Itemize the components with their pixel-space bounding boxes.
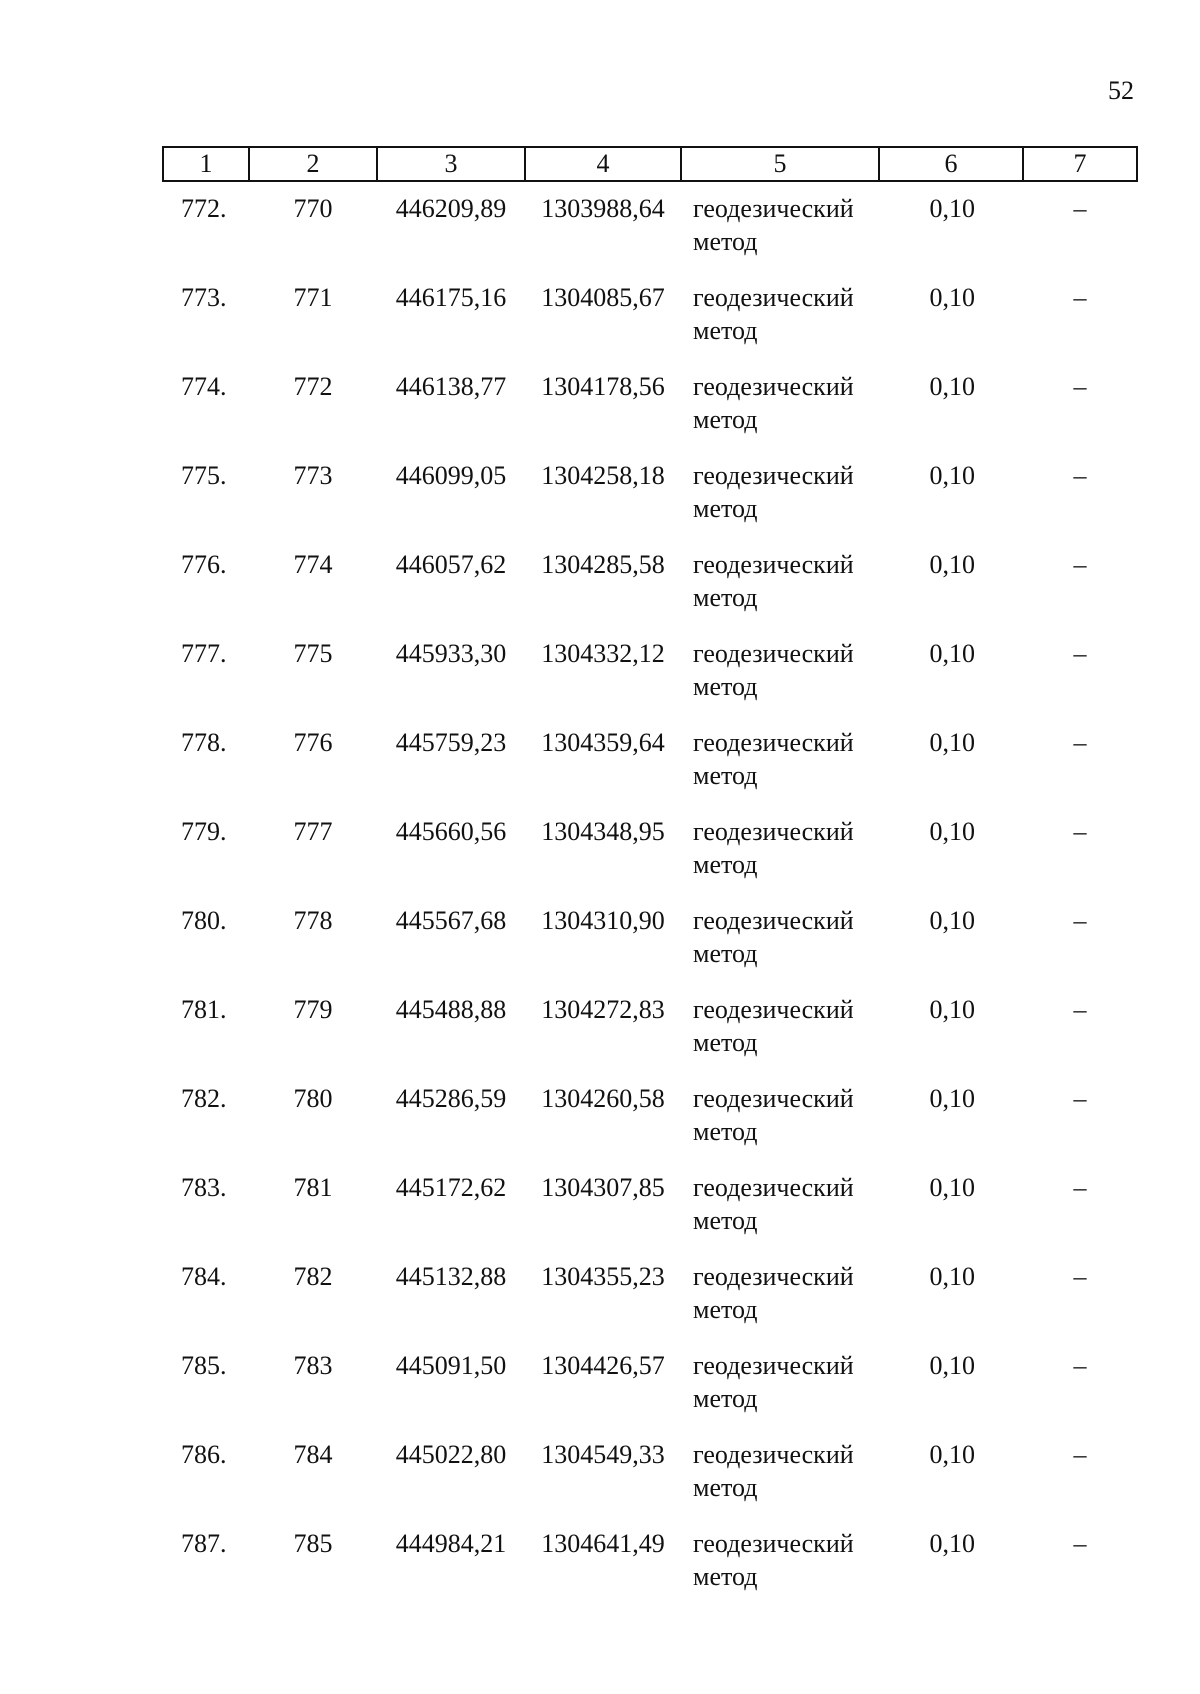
method: геодезический метод xyxy=(693,1084,854,1146)
point-id: 771 xyxy=(293,283,333,312)
x-coordinate: 445022,80 xyxy=(395,1440,507,1469)
table-row xyxy=(163,1260,1137,1349)
note: – xyxy=(1073,906,1087,935)
point-id: 781 xyxy=(293,1173,333,1202)
note: – xyxy=(1073,1351,1087,1380)
y-coordinate: 1304310,90 xyxy=(541,906,665,935)
note: – xyxy=(1073,283,1087,312)
x-coordinate: 444984,21 xyxy=(395,1529,507,1558)
y-coordinate: 1304641,49 xyxy=(541,1529,665,1558)
point-id: 784 xyxy=(293,1440,333,1469)
x-coordinate: 446175,16 xyxy=(395,283,507,312)
y-coordinate: 1304272,83 xyxy=(541,995,665,1024)
row-number: 781. xyxy=(181,995,227,1024)
table-row xyxy=(163,637,1137,726)
note: – xyxy=(1073,372,1087,401)
point-id: 772 xyxy=(293,372,333,401)
header-col-1: 1 xyxy=(163,147,249,181)
coordinates-table xyxy=(162,146,1138,1616)
x-coordinate: 445286,59 xyxy=(395,1084,507,1113)
header-col-4: 4 xyxy=(525,147,681,181)
note: – xyxy=(1073,817,1087,846)
header-col-3: 3 xyxy=(377,147,525,181)
row-number: 780. xyxy=(181,906,227,935)
accuracy: 0,10 xyxy=(929,1529,975,1558)
x-coordinate: 446209,89 xyxy=(395,194,507,223)
row-number: 778. xyxy=(181,728,227,757)
point-id: 776 xyxy=(293,728,333,757)
row-number: 784. xyxy=(181,1262,227,1291)
row-number: 772. xyxy=(181,194,227,223)
accuracy: 0,10 xyxy=(929,906,975,935)
table-row xyxy=(163,281,1137,370)
row-number: 776. xyxy=(181,550,227,579)
x-coordinate: 446057,62 xyxy=(395,550,507,579)
table-row xyxy=(163,370,1137,459)
method: геодезический метод xyxy=(693,550,854,612)
method: геодезический метод xyxy=(693,1351,854,1413)
y-coordinate: 1304332,12 xyxy=(541,639,665,668)
header-col-5: 5 xyxy=(681,147,879,181)
method: геодезический метод xyxy=(693,1529,854,1591)
table-row xyxy=(163,459,1137,548)
accuracy: 0,10 xyxy=(929,1262,975,1291)
y-coordinate: 1304426,57 xyxy=(541,1351,665,1380)
table-body xyxy=(163,181,1137,1616)
point-id: 777 xyxy=(293,817,333,846)
table-row xyxy=(163,548,1137,637)
point-id: 773 xyxy=(293,461,333,490)
method: геодезический метод xyxy=(693,283,854,345)
note: – xyxy=(1073,1529,1087,1558)
method: геодезический метод xyxy=(693,728,854,790)
note: – xyxy=(1073,1440,1087,1469)
x-coordinate: 445660,56 xyxy=(395,817,507,846)
y-coordinate: 1304258,18 xyxy=(541,461,665,490)
accuracy: 0,10 xyxy=(929,194,975,223)
table-row xyxy=(163,1349,1137,1438)
y-coordinate: 1304359,64 xyxy=(541,728,665,757)
header-col-7: 7 xyxy=(1023,147,1137,181)
table-row xyxy=(163,904,1137,993)
x-coordinate: 446138,77 xyxy=(395,372,507,401)
table-row xyxy=(163,726,1137,815)
point-id: 778 xyxy=(293,906,333,935)
note: – xyxy=(1073,1084,1087,1113)
note: – xyxy=(1073,461,1087,490)
x-coordinate: 445933,30 xyxy=(395,639,507,668)
note: – xyxy=(1073,1173,1087,1202)
accuracy: 0,10 xyxy=(929,550,975,579)
row-number: 787. xyxy=(181,1529,227,1558)
row-number: 782. xyxy=(181,1084,227,1113)
x-coordinate: 445091,50 xyxy=(395,1351,507,1380)
point-id: 783 xyxy=(293,1351,333,1380)
row-number: 786. xyxy=(181,1440,227,1469)
accuracy: 0,10 xyxy=(929,817,975,846)
note: – xyxy=(1073,550,1087,579)
method: геодезический метод xyxy=(693,995,854,1057)
note: – xyxy=(1073,194,1087,223)
accuracy: 0,10 xyxy=(929,1440,975,1469)
x-coordinate: 445567,68 xyxy=(395,906,507,935)
y-coordinate: 1304355,23 xyxy=(541,1262,665,1291)
table-row xyxy=(163,1082,1137,1171)
accuracy: 0,10 xyxy=(929,1084,975,1113)
x-coordinate: 445488,88 xyxy=(395,995,507,1024)
table-row xyxy=(163,1171,1137,1260)
accuracy: 0,10 xyxy=(929,1351,975,1380)
note: – xyxy=(1073,728,1087,757)
table-row xyxy=(163,181,1137,281)
point-id: 782 xyxy=(293,1262,333,1291)
x-coordinate: 445132,88 xyxy=(395,1262,507,1291)
method: геодезический метод xyxy=(693,461,854,523)
y-coordinate: 1304260,58 xyxy=(541,1084,665,1113)
method: геодезический метод xyxy=(693,906,854,968)
header-col-2: 2 xyxy=(249,147,377,181)
note: – xyxy=(1073,1262,1087,1291)
table-row xyxy=(163,1438,1137,1527)
y-coordinate: 1304285,58 xyxy=(541,550,665,579)
accuracy: 0,10 xyxy=(929,639,975,668)
point-id: 775 xyxy=(293,639,333,668)
method: геодезический метод xyxy=(693,639,854,701)
table-row xyxy=(163,993,1137,1082)
method: геодезический метод xyxy=(693,1173,854,1235)
row-number: 775. xyxy=(181,461,227,490)
row-number: 785. xyxy=(181,1351,227,1380)
method: геодезический метод xyxy=(693,1262,854,1324)
point-id: 785 xyxy=(293,1529,333,1558)
row-number: 783. xyxy=(181,1173,227,1202)
note: – xyxy=(1073,639,1087,668)
y-coordinate: 1304549,33 xyxy=(541,1440,665,1469)
x-coordinate: 445759,23 xyxy=(395,728,507,757)
method: геодезический метод xyxy=(693,1440,854,1502)
accuracy: 0,10 xyxy=(929,461,975,490)
header-row xyxy=(163,147,1137,181)
row-number: 779. xyxy=(181,817,227,846)
x-coordinate: 445172,62 xyxy=(395,1173,507,1202)
row-number: 773. xyxy=(181,283,227,312)
x-coordinate: 446099,05 xyxy=(395,461,507,490)
point-id: 774 xyxy=(293,550,333,579)
accuracy: 0,10 xyxy=(929,372,975,401)
accuracy: 0,10 xyxy=(929,728,975,757)
accuracy: 0,10 xyxy=(929,283,975,312)
table-header xyxy=(163,147,1137,181)
header-col-6: 6 xyxy=(879,147,1023,181)
accuracy: 0,10 xyxy=(929,995,975,1024)
table-row xyxy=(163,1527,1137,1616)
method: геодезический метод xyxy=(693,194,854,256)
point-id: 780 xyxy=(293,1084,333,1113)
y-coordinate: 1303988,64 xyxy=(541,194,665,223)
method: геодезический метод xyxy=(693,817,854,879)
accuracy: 0,10 xyxy=(929,1173,975,1202)
page-number: 52 xyxy=(1108,76,1134,105)
note: – xyxy=(1073,995,1087,1024)
y-coordinate: 1304178,56 xyxy=(541,372,665,401)
y-coordinate: 1304348,95 xyxy=(541,817,665,846)
point-id: 770 xyxy=(293,194,333,223)
method: геодезический метод xyxy=(693,372,854,434)
point-id: 779 xyxy=(293,995,333,1024)
row-number: 774. xyxy=(181,372,227,401)
row-number: 777. xyxy=(181,639,227,668)
table-row xyxy=(163,815,1137,904)
y-coordinate: 1304085,67 xyxy=(541,283,665,312)
y-coordinate: 1304307,85 xyxy=(541,1173,665,1202)
